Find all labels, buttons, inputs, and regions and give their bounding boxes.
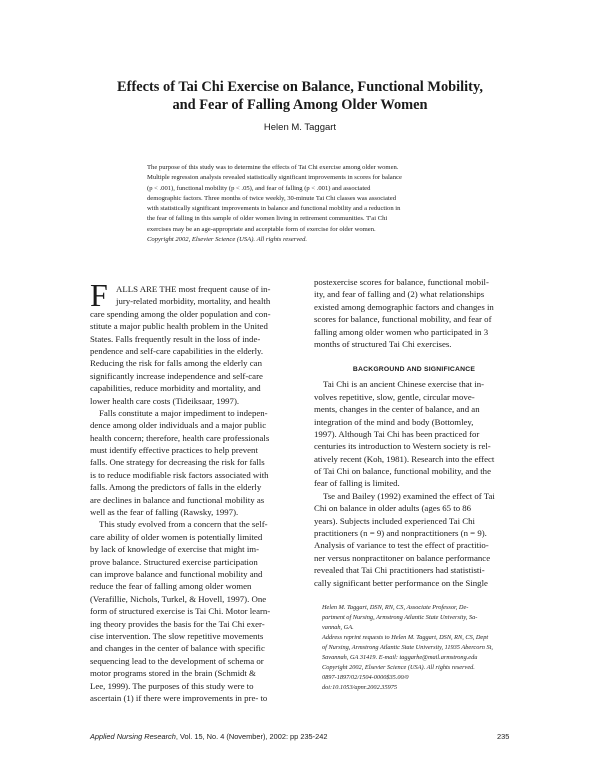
- body-line: well as the fear of falling (Rawsky, 1997).: [90, 507, 239, 518]
- body-line: sequencing lead to the development of schema or: [90, 655, 264, 666]
- body-line: This study evolved from a concern that the self-: [99, 519, 268, 530]
- page-number: 235: [497, 732, 510, 741]
- body-line: ing theory provides the basis for the Tai Chi exer-: [90, 618, 265, 629]
- body-line: falls. Among the predictors of falls in the elderly: [90, 482, 262, 493]
- body-line: practitioners (n = 9) and nonpractitioners (n = 9).: [314, 528, 487, 539]
- body-line: revealed that Tai Chi practitioners had statististi-: [314, 565, 485, 576]
- body-line: must identify effective practices to help prevent: [90, 445, 258, 456]
- abstract-line: The purpose of this study was to determine the effects of Tai Chi exercise among older women.: [147, 164, 399, 171]
- body-line: dence among older individuals and a major public: [90, 420, 267, 431]
- body-line: Falls constitute a major impediment to indepen-: [99, 407, 268, 418]
- footnote-line: Helen M. Taggart, DSN, RN, CS, Associate Professor, De-: [322, 604, 469, 611]
- body-line: reduce the fear of falling among older women: [90, 581, 252, 592]
- body-line: stitute a major public health problem in the United: [90, 321, 268, 332]
- abstract-line: Multiple regression analysis revealed statistically significant improvements in scores for balance: [147, 174, 402, 182]
- journal-citation: , Vol. 15, No. 4 (November), 2002: pp 235-242: [175, 732, 328, 741]
- body-line: motor programs stored in the brain (Schmidt &: [90, 668, 256, 679]
- abstract-line: demographic factors. Three months of twice weekly, 30-minute Tai Chi classes was associated: [147, 194, 396, 202]
- title-line-2: and Fear of Falling Among Older Women: [172, 97, 428, 113]
- body-line: significantly increase independence and self-care: [90, 370, 263, 381]
- body-column-right: [314, 276, 514, 589]
- footnote-line: Copyright 2002, Elsevier Science (USA). All rights reserved.: [322, 664, 475, 671]
- footnote-line: partment of Nursing, Armstrong Atlantic State University, Sa-: [322, 614, 478, 621]
- body-line: existed among demographic factors and changes in: [314, 301, 494, 312]
- body-line: pendence and self-care capabilities in the elderly.: [90, 345, 264, 356]
- body-line: are declines in balance and functional mobility as: [90, 494, 265, 505]
- body-line: (Verafillie, Nichols, Turkel, & Hovell, 1997). One: [90, 593, 267, 604]
- footnote-line: doi:10.1053/apnr.2002.35975: [322, 684, 398, 691]
- body-line: Lee, 1999). The purposes of this study were to: [90, 680, 254, 691]
- body-line: atively recent (Koh, 1981). Research into the effect: [314, 453, 495, 464]
- body-line: years). Subjects included experienced Tai Chi: [314, 515, 475, 526]
- body-line: care ability of older women is potentially limited: [90, 531, 263, 542]
- body-line: form of structured exercise is Tai Chi. Motor learn-: [90, 606, 271, 617]
- footnote-line: Savannah, GA 31419. E-mail: taggarhe@mail.armstrong.edu: [322, 654, 478, 661]
- body-line: falling among older women who participated in 3: [314, 326, 489, 337]
- author-name: Helen M. Taggart: [263, 122, 337, 133]
- body-line: postexercise scores for balance, functional mobil-: [314, 277, 489, 287]
- body-line: lower health care costs (Tideiksaar, 1997).: [90, 395, 240, 406]
- body-line: ner versus nonpractitoner on balance performance: [314, 552, 491, 563]
- footnote-line: 0897-1897/02/1504-0000$35.00/0: [322, 674, 409, 681]
- body-line: 1997). Although Tai Chi has been practiced for: [314, 428, 480, 439]
- body-line: Chi on balance in older adults (ages 65 to 86: [314, 503, 472, 514]
- body-line: scores for balance, functional mobility, and fear of: [314, 314, 492, 325]
- body-column-left: [90, 283, 294, 704]
- abstract-line: exercises may be an age-appropriate and acceptable form of exercise for older women.: [147, 225, 376, 233]
- body-line: care spending among the older population and con-: [90, 308, 271, 319]
- footnote-line: vannah, GA.: [322, 624, 354, 631]
- body-line: is to reduce modifiable risk factors associated with: [90, 469, 269, 480]
- title-line-1: Effects of Tai Chi Exercise on Balance, Functional Mobility,: [117, 79, 483, 95]
- body-line: and changes in the center of balance with specific: [90, 643, 265, 654]
- body-line: cise intervention. The slow repetitive movements: [90, 630, 264, 641]
- body-line: jury-related morbidity, mortality, and health: [116, 296, 271, 307]
- abstract-line: (p < .001), functional mobility (p < .05), and fear of falling (p < .001) and associated: [147, 184, 371, 192]
- body-line: Analysis of variance to test the effect of practitio-: [314, 540, 489, 551]
- drop-cap: F: [90, 277, 108, 313]
- body-line: fear of falling is limited.: [314, 478, 400, 489]
- body-line: capabilities, reduce morbidity and mortality, and: [90, 383, 261, 394]
- body-line: ascertain (1) if there were improvements in pre- to: [90, 692, 268, 703]
- body-line: falls. One strategy for decreasing the risk for falls: [90, 457, 265, 468]
- body-line: ALLS ARE THE most frequent cause of in-: [116, 284, 271, 294]
- body-line: States. Falls frequently result in the loss of inde-: [90, 333, 261, 344]
- body-line: ity, and fear of falling and (2) what relationships: [314, 289, 485, 300]
- body-line: of Tai Chi on balance, functional mobility, and the: [314, 466, 491, 477]
- author-footnote: [322, 603, 522, 693]
- body-line: ments, changes in the center of balance, and an: [314, 404, 480, 415]
- body-line: health concern; therefore, health care professionals: [90, 432, 270, 443]
- body-line: Reducing the risk for falls among the elderly can: [90, 358, 262, 369]
- journal-name: Applied Nursing Research: [90, 732, 176, 741]
- abstract: [147, 163, 459, 245]
- article-title: [60, 78, 540, 114]
- body-line: by lack of knowledge of exercise that might im-: [90, 544, 260, 555]
- body-line: months of structured Tai Chi exercises.: [314, 338, 452, 349]
- abstract-copyright: Copyright 2002, Elsevier Science (USA). All rights reserved.: [147, 236, 308, 244]
- journal-footer: [90, 732, 327, 741]
- body-line: can improve balance and functional mobility and: [90, 568, 263, 579]
- abstract-line: the fear of falling in this sample of older women living in retirement communities. T'ai Chi: [147, 215, 388, 223]
- body-line: prove balance. Structured exercise participation: [90, 556, 258, 567]
- footnote-line: Address reprint requests to Helen M. Taggart, DSN, RN, CS, Dept: [322, 634, 489, 641]
- body-line: Tai Chi is an ancient Chinese exercise that in-: [323, 379, 485, 390]
- body-line: volves repetitive, slow, gentle, circular move-: [314, 391, 475, 402]
- footnote-line: of Nursing, Armstrong Atlantic State University, 11935 Abercorn St,: [322, 644, 494, 651]
- section-heading: BACKGROUND AND SIGNIFICANCE: [352, 366, 476, 373]
- body-line: centuries its introduction to Western society is rel-: [314, 441, 491, 452]
- body-line: integration of the mind and body (Bottomley,: [314, 416, 474, 427]
- abstract-line: with statistically significant improvements in balance and functional mobility and a reduction in: [147, 205, 401, 213]
- body-line: cally significant better performance on the Single: [314, 577, 488, 588]
- body-line: Tse and Bailey (1992) examined the effect of Tai: [323, 490, 495, 501]
